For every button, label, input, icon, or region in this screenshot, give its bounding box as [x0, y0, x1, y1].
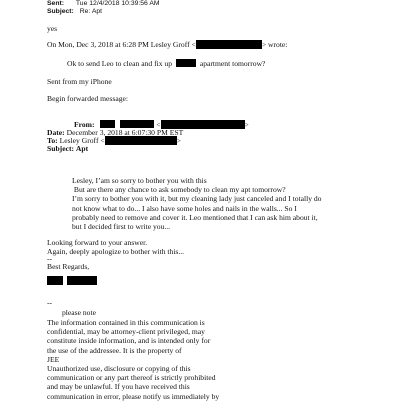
message-line: but I decided first to write you...: [72, 222, 171, 232]
fwd-subject-label: Subject:: [47, 144, 74, 153]
disclaimer-line: Unauthorized use, disclosure or copying of this: [47, 364, 191, 374]
disclaimer-line: constitute inside information, and is intended only for: [47, 336, 211, 346]
quote-intro: [47, 40, 287, 49]
redacted-sender-last: [67, 276, 97, 285]
quote-body: [67, 59, 265, 68]
disclaimer-line: the use of the addressee. It is the property of: [47, 345, 182, 355]
sent-label: Sent:: [47, 0, 64, 7]
quote-intro-prefix: On Mon, Dec 3, 2018 at 6:28 PM Lesley Groff <: [47, 40, 196, 49]
disclaimer-line: The information contained in this communication is: [47, 318, 205, 327]
subject-value: Re: Apt: [79, 8, 103, 15]
disclaimer-line: JEE: [47, 354, 60, 364]
fwd-to-label: To:: [47, 136, 58, 145]
forward-notice: Begin forwarded message:: [47, 94, 128, 103]
closing-line-2: Again, deeply apologize to bother with this...: [47, 247, 185, 257]
signature: Sent from my iPhone: [47, 77, 112, 86]
message-line: I’m sorry to bother you with it, but my cleaning lady just canceled and I totally do: [72, 194, 322, 204]
quote-intro-suffix: > wrote:: [261, 40, 288, 49]
fwd-from-gt: >: [244, 120, 249, 129]
disclaimer-line: communication in error, please notify us immediately by: [47, 391, 220, 401]
sent-value: Tue 12/4/2018 10:39:56 AM: [75, 0, 160, 7]
message-line: probably need to remove and cover it. Leo mentioned that I can ask him about it,: [72, 212, 318, 222]
fwd-subject-row: [47, 144, 88, 153]
fwd-to-gt: >: [176, 136, 181, 145]
redacted-sender-first: [47, 276, 63, 285]
disclaimer-line: confidential, may be attorney-client privileged, may: [47, 327, 205, 337]
redacted-to-email: [105, 136, 177, 145]
message-line: Lesley, I’am so sorry to bother you with this: [72, 176, 207, 185]
sender-name-redacted: [47, 276, 97, 286]
quote-body-suffix: apartment tomorrow?: [199, 59, 266, 68]
footer-dashes: --: [47, 298, 53, 307]
quote-body-prefix: Ok to send Leo to clean and fix up: [67, 59, 173, 68]
footer-disclaimer: [47, 318, 219, 401]
fwd-date-value: December 3, 2018 at 6:07:30 PM EST: [66, 128, 184, 137]
fwd-from-lt: <: [156, 120, 161, 129]
closing-dashes: --: [47, 254, 53, 264]
redacted-email: [196, 40, 262, 49]
redacted-from-last: [120, 120, 154, 128]
message-body: [72, 176, 321, 231]
fwd-to-value: Lesley Groff <: [59, 136, 105, 145]
disclaimer-line: and may be unlawful. If you have received this: [47, 382, 190, 392]
closing: [47, 238, 184, 272]
reply-text: yes: [47, 24, 58, 33]
subject-label: Subject:: [47, 8, 74, 15]
message-line: not know what to do... I also have some holes and nails in the walls... So I: [72, 203, 297, 213]
message-line: But are there any chance to ask somebody to clean my apt tomorrow?: [72, 185, 286, 195]
fwd-subject-value: Apt: [75, 144, 89, 153]
redacted-name: [176, 59, 196, 67]
footer-please-note: please note: [62, 308, 96, 317]
subject-row: [47, 6, 102, 16]
fwd-date-label: Date:: [47, 128, 65, 137]
redacted-from-first: [100, 120, 115, 128]
disclaimer-line: communication or any part thereof is strictly prohibited: [47, 373, 216, 383]
closing-regards: Best Regards,: [47, 262, 90, 272]
fwd-from-label: From:: [74, 120, 95, 129]
closing-line-1: Looking forward to your answer.: [47, 238, 148, 247]
